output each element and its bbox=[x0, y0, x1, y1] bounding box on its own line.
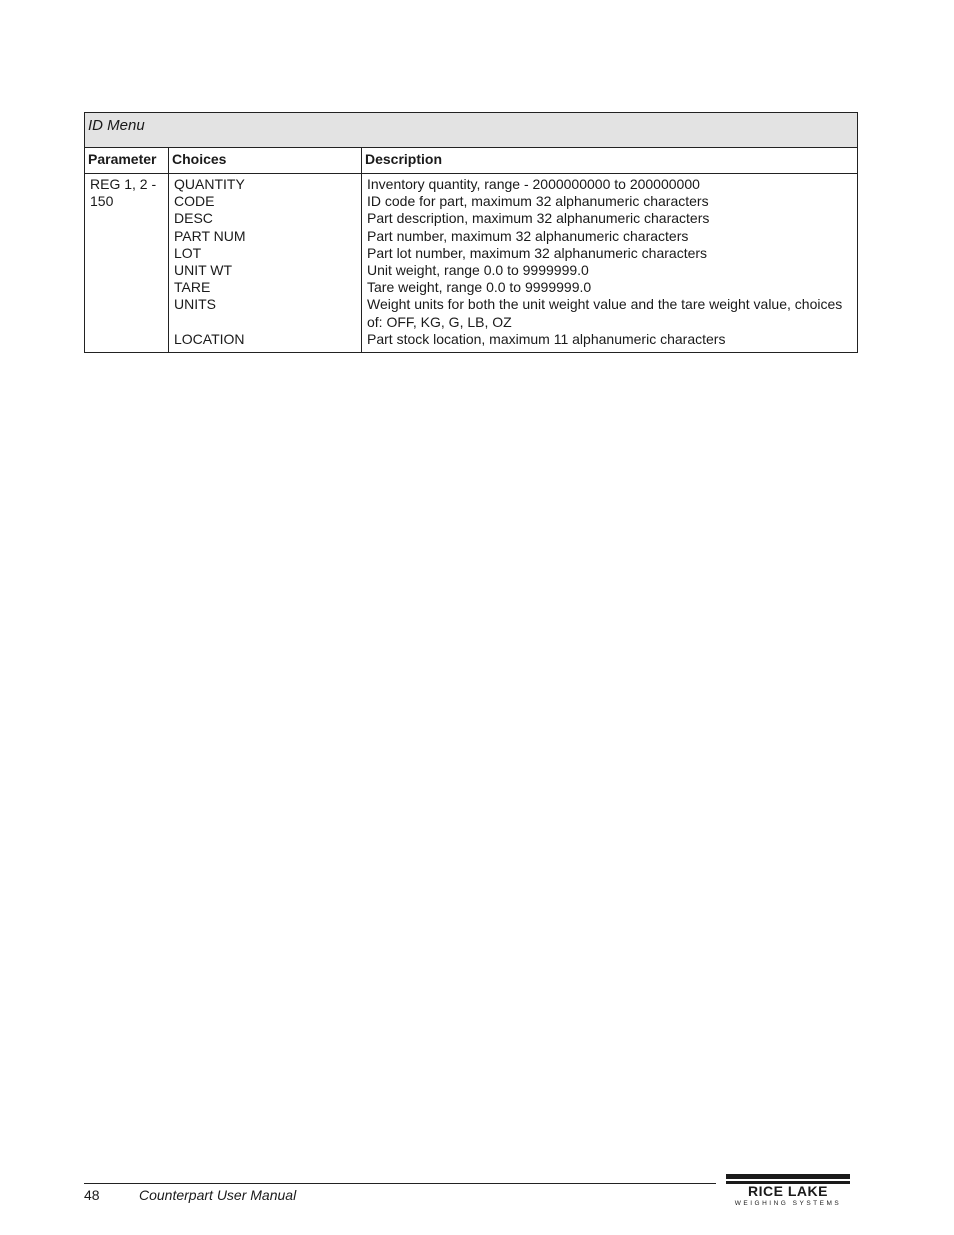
description-item: Weight units for both the unit weight value and the tare weight value, choices of: OFF, KG, G, LB, OZ bbox=[367, 296, 843, 330]
description-item: Part number, maximum 32 alphanumeric characters bbox=[367, 227, 689, 244]
choice-item: PART NUM bbox=[174, 227, 246, 244]
footer-rule bbox=[84, 1183, 716, 1184]
header-description: Description bbox=[362, 148, 858, 174]
description-item: Part stock location, maximum 11 alphanumeric characters bbox=[367, 330, 726, 347]
logo-text: RICE LAKE bbox=[748, 1183, 828, 1199]
table-title: ID Menu bbox=[85, 113, 858, 148]
descriptions-cell bbox=[362, 174, 858, 353]
description-item: ID code for part, maximum 32 alphanumeric characters bbox=[367, 193, 709, 210]
choice-item: TARE bbox=[174, 279, 211, 296]
choices-cell bbox=[169, 174, 362, 353]
rice-lake-logo bbox=[723, 1174, 853, 1208]
logo-subtext: WEIGHING SYSTEMS bbox=[734, 1200, 842, 1207]
choice-spacer bbox=[174, 314, 361, 331]
description-item: Inventory quantity, range - 2000000000 to 200000000 bbox=[367, 176, 700, 192]
description-item: Part lot number, maximum 32 alphanumeric characters bbox=[367, 244, 708, 261]
choice-item: DESC bbox=[174, 210, 213, 227]
choice-item: LOT bbox=[174, 244, 202, 261]
choice-item: QUANTITY bbox=[174, 176, 245, 192]
header-choices: Choices bbox=[169, 148, 362, 174]
choice-item: LOCATION bbox=[174, 330, 245, 347]
description-item: Unit weight, range 0.0 to 9999999.0 bbox=[367, 262, 589, 279]
choice-item: UNITS bbox=[174, 296, 216, 313]
manual-title: Counterpart User Manual bbox=[139, 1187, 297, 1203]
description-item: Tare weight, range 0.0 to 9999999.0 bbox=[367, 279, 592, 296]
header-parameter: Parameter bbox=[85, 148, 169, 174]
description-item: Part description, maximum 32 alphanumeric characters bbox=[367, 210, 710, 227]
parameter-cell: REG 1, 2 - 150 bbox=[85, 174, 169, 353]
id-menu-table bbox=[84, 112, 858, 353]
choice-item: UNIT WT bbox=[174, 262, 233, 279]
choice-item: CODE bbox=[174, 193, 215, 210]
page-number: 48 bbox=[84, 1187, 100, 1203]
